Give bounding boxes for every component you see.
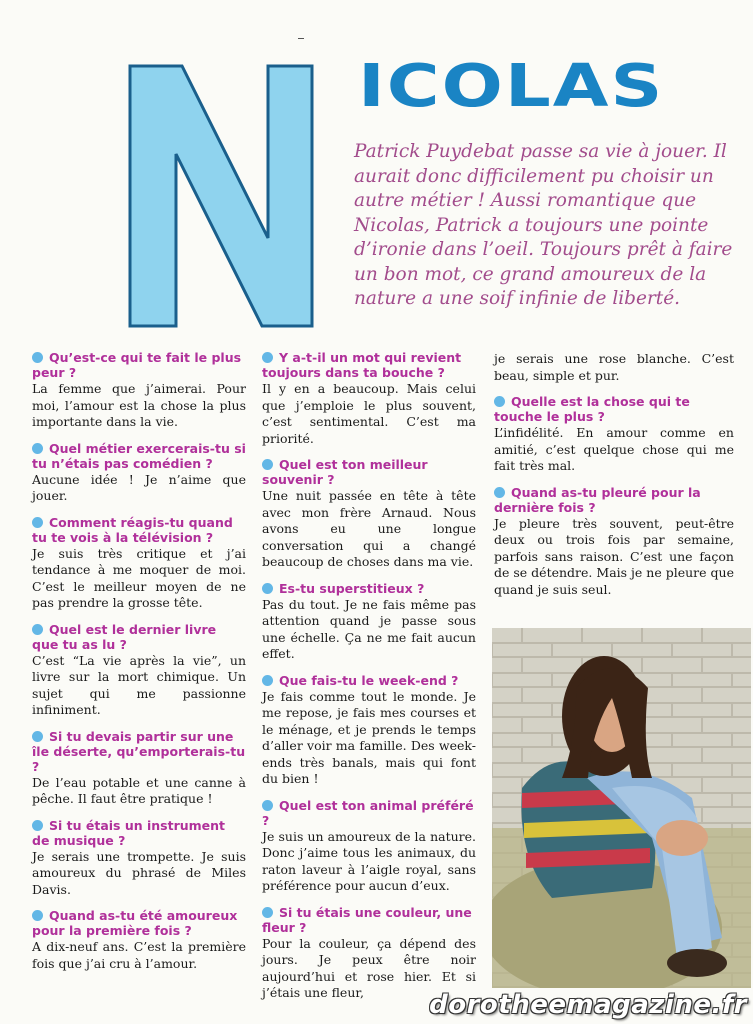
answer-continued: je serais une rose blanche. C’est beau, simple et pur.: [494, 351, 734, 383]
answer: Une nuit passée en tête à tête avec mon frère Arnaud. Nous avons eu une longue conversation qui a changé beaucoup de choses dans ma vie.: [262, 488, 476, 569]
bullet-icon: [32, 352, 43, 363]
question: [262, 673, 476, 688]
watermark: dorotheemagazine.fr: [429, 990, 747, 1020]
bullet-icon: [262, 675, 273, 686]
question-text: Si tu devais partir sur une île déserte, qu’emporterais-tu ?: [32, 728, 246, 774]
answer: L’infidélité. En amour comme en amitié, c’est quelque chose qui me fait très mal.: [494, 425, 734, 473]
answer: Je serais une trompette. Je suis amoureux du phrasé de Miles Davis.: [32, 848, 246, 897]
answer: A dix-neuf ans. C’est la première fois que j’ai cru à l’amour.: [32, 939, 246, 971]
bullet-icon: [262, 907, 273, 918]
bullet-icon: [32, 443, 43, 454]
qa-item: [262, 798, 476, 895]
qa-item: [262, 673, 476, 788]
bullet-icon: [32, 517, 43, 528]
answer: Je fais comme tout le monde. Je me repose, je fais mes courses et le ménage, et je prends le temps d’aller voir ma famille. Des week-ends très banals, mais qui font du bien !: [262, 688, 476, 786]
question-text: Comment réagis-tu quand tu te vois à la télévision ?: [32, 514, 233, 545]
question-text: Que fais-tu le week-end ?: [279, 672, 459, 688]
bullet-icon: [262, 800, 273, 811]
question-text: Quel métier exercerais-tu si tu n’étais pas comédien ?: [32, 440, 246, 471]
qa-item: [262, 457, 476, 571]
question: [262, 581, 476, 596]
answer: Aucune idée ! Je n’aime que jouer.: [32, 471, 246, 503]
bullet-icon: [32, 820, 43, 831]
answer: Je pleure très souvent, peut-être deux ou trois fois par semaine, parfois sans raison. C’est une façon de se détendre. Mais je ne pleure que quand je suis seul.: [494, 515, 734, 597]
question: [32, 622, 246, 652]
question-text: Quelle est la chose qui te touche le plus ?: [494, 394, 690, 424]
question-text: Y a-t-il un mot qui revient toujours dans ta bouche ?: [262, 350, 462, 380]
question: [32, 515, 246, 545]
answer: Je suis un amoureux de la nature. Donc j’aime tous les animaux, du raton laveur à l’aigle royal, sans préférence pour aucun d’eux.: [262, 828, 476, 893]
bullet-icon: [32, 910, 43, 921]
qa-item: [32, 515, 246, 612]
question: [32, 441, 246, 471]
question-text: Qu’est-ce qui te fait le plus peur ?: [32, 350, 242, 380]
question-text: Es-tu superstitieux ?: [279, 580, 425, 596]
question: [494, 485, 734, 515]
portrait-photo: [492, 628, 751, 988]
question: [32, 818, 246, 848]
bullet-icon: [494, 396, 505, 407]
question: [262, 798, 476, 828]
question: [494, 394, 734, 424]
question-text: Si tu étais un instrument de musique ?: [32, 817, 226, 848]
bullet-icon: [32, 731, 43, 742]
qa-item: [32, 818, 246, 899]
crop-mark: [298, 38, 304, 39]
bullet-icon: [32, 624, 43, 635]
drop-cap-shape: [130, 66, 312, 326]
qa-item: [262, 581, 476, 663]
question-text: Quel est le dernier livre que tu as lu ?: [32, 621, 217, 652]
question: [32, 908, 246, 938]
question-text: Quel est ton animal préféré ?: [262, 797, 474, 828]
question: [262, 905, 476, 935]
answer: Il y en a beaucoup. Mais celui que j’emploie le plus souvent, c’est sentimental. C’est ma priorité.: [262, 381, 476, 446]
answer: Pas du tout. Je ne fais même pas attention quand je passe sous une échelle. Ça ne me fait aucun effet.: [262, 596, 476, 661]
answer: C’est “La vie après la vie”, un livre sur la mort chimique. Un sujet qui me passionne infiniment.: [32, 652, 246, 717]
answer: Je suis très critique et j’ai tendance à me moquer de moi. C’est le meilleur moyen de ne pas prendre la grosse tête.: [32, 545, 246, 610]
answer: De l’eau potable et une canne à pêche. Il faut être pratique !: [32, 774, 246, 806]
question-text: Quand as-tu été amoureux pour la première fois ?: [32, 908, 238, 938]
question: [262, 457, 476, 487]
qa-item: [262, 350, 476, 447]
qa-item: [494, 394, 734, 475]
question: [262, 350, 476, 380]
qa-item: [32, 729, 246, 808]
qa-item: [32, 622, 246, 719]
qa-item: [262, 905, 476, 1002]
column-3: [494, 350, 734, 608]
qa-item: [494, 485, 734, 599]
qa-item: [32, 908, 246, 972]
page-title: ICOLAS: [358, 51, 665, 120]
answer: La femme que j’aimerai. Pour moi, l’amour est la chose la plus importante dans la vie.: [32, 381, 246, 429]
portrait-illustration: [492, 628, 751, 988]
question-text: Quel est ton meilleur souvenir ?: [262, 457, 428, 487]
bullet-icon: [262, 583, 273, 594]
drop-cap-n: [120, 58, 320, 338]
question: [32, 350, 246, 380]
bullet-icon: [262, 459, 273, 470]
qa-item: [32, 350, 246, 431]
intro-paragraph: Patrick Puydebat passe sa vie à jouer. Il aurait donc difficilement pu choisir un autre métier ! Aussi romantique que Nicolas, Patrick a toujours une pointe d’ironie dans l’oeil. Toujours prêt à faire un bon mot, ce grand amoureux de la nature a une soif infinie de liberté.: [354, 141, 733, 309]
question: [32, 729, 246, 774]
bullet-icon: [494, 487, 505, 498]
bullet-icon: [262, 352, 273, 363]
question-text: Si tu étais une couleur, une fleur ?: [262, 904, 472, 935]
column-2: [262, 350, 476, 1012]
question-text: Quand as-tu pleuré pour la dernière fois ?: [494, 484, 701, 515]
qa-item: [32, 441, 246, 505]
answer: Pour la couleur, ça dépend des jours. Je peux être noir aujourd’hui et rose hier. Et si j’étais une fleur,: [262, 935, 476, 1000]
column-1: [32, 350, 246, 982]
